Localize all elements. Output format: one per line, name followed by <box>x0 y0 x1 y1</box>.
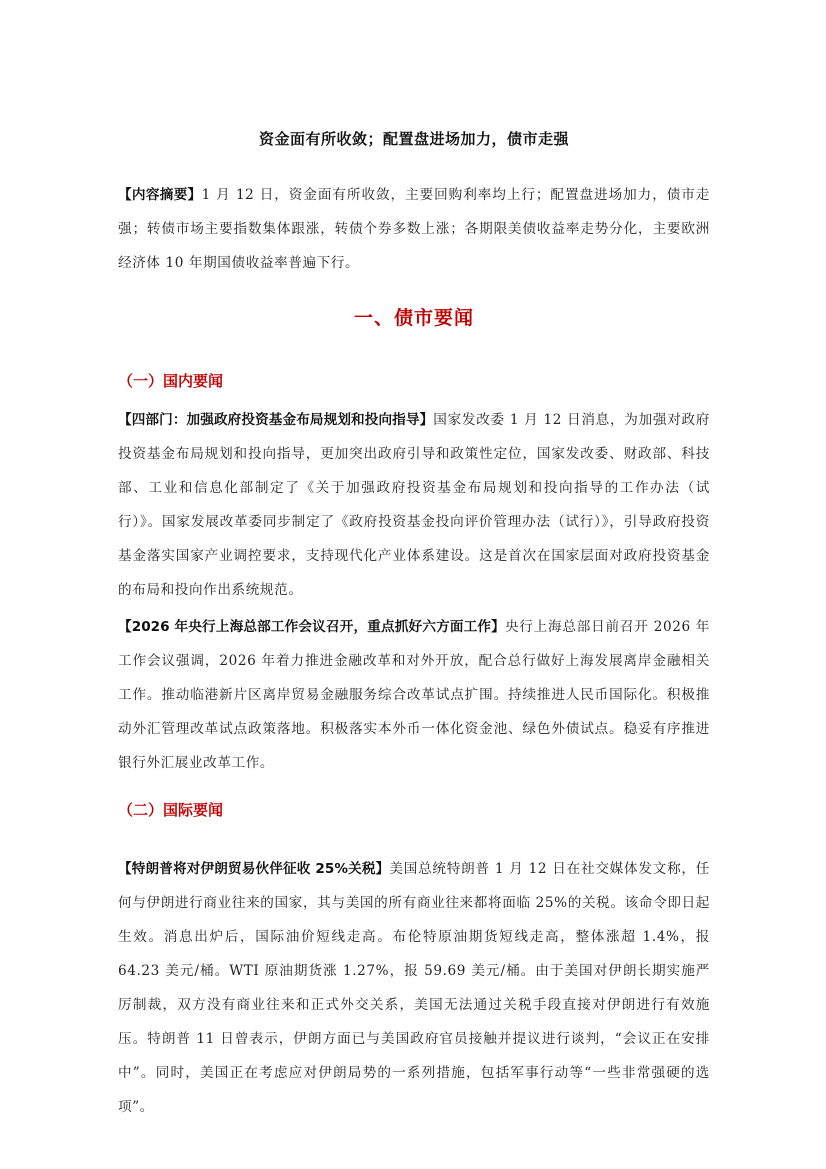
subsection-heading-international: （二）国际要闻 <box>118 801 224 819</box>
news-item-headline: 【特朗普将对伊朗贸易伙伴征收 25%关税】 <box>118 861 390 877</box>
news-item <box>118 403 710 607</box>
news-item-headline: 【2026 年央行上海总部工作会议召开，重点抓好六方面工作】 <box>118 619 505 635</box>
news-item-body: 国家发改委 1 月 12 日消息，为加强对政府投资基金布局规划和投向指导，更加突出政府引导和政策性定位，国家发改委、财政部、科技部、工业和信息化部制定了《关于加强政府投资基金布局规划和投向指导的工作办法（试行）》。国家发展改革委同步制定了《政府投资基金投向评价管理办法（试行）》，引导政府投资基金落实国家产业调控要求，支持现代化产业体系建设。这是首次在国家层面对政府投资基金的布局和投向作出系统规范。 <box>118 412 711 598</box>
news-item-headline: 【四部门：加强政府投资基金布局规划和投向指导】 <box>118 412 434 428</box>
summary-lead: 【内容摘要】 <box>118 187 202 203</box>
document-title: 资金面有所收敛；配置盘进场加力，债市走强 <box>258 130 569 148</box>
news-item <box>118 610 710 780</box>
subsection-heading-domestic: （一）国内要闻 <box>118 372 224 390</box>
news-item-body: 央行上海总部日前召开 2026 年工作会议强调，2026 年着力推进金融改革和对外开放，配合总行做好上海发展离岸金融相关工作。推动临港新片区离岸贸易金融服务综合改革试点扩围。持续推进人民币国际化。积极推动外汇管理改革试点政策落地。积极落实本外币一体化资金池、绿色外债试点。稳妥有序推进银行外汇展业改革工作。 <box>118 619 710 771</box>
summary-text: 1 月 12 日，资金面有所收敛，主要回购利率均上行；配置盘进场加力，债市走强；转债市场主要指数集体跟涨，转债个券多数上涨；各期限美债收益率走势分化，主要欧洲经济体 10 年期国债收益率普遍下行。 <box>118 187 710 271</box>
news-item-body: 美国总统特朗普 1 月 12 日在社交媒体发文称，任何与伊朗进行商业往来的国家，其与美国的所有商业往来都将面临 25%的关税。该命令即日起生效。消息出炉后，国际油价短线走高。布伦特原油期货短线走高，整体涨超 1.4%，报 64.23 美元/桶。WTI 原油期货涨 1.27%，报 59.69 美元/桶。由于美国对伊朗长期实施严厉制裁，双方没有商业往来和正式外交关系，美国无法通过关税手段直接对伊朗进行有效施压。特朗普 11 日曾表示，伊朗方面已与美国政府官员接触并提议进行谈判，“会议正在安排中”。同时，美国正在考虑应对伊朗局势的一系列措施，包括军事行动等“一些非常强硬的选项”。 <box>118 861 710 1115</box>
news-item <box>118 852 710 1124</box>
section-heading-bond-news: 一、债市要闻 <box>353 307 474 329</box>
summary-paragraph <box>118 178 710 280</box>
